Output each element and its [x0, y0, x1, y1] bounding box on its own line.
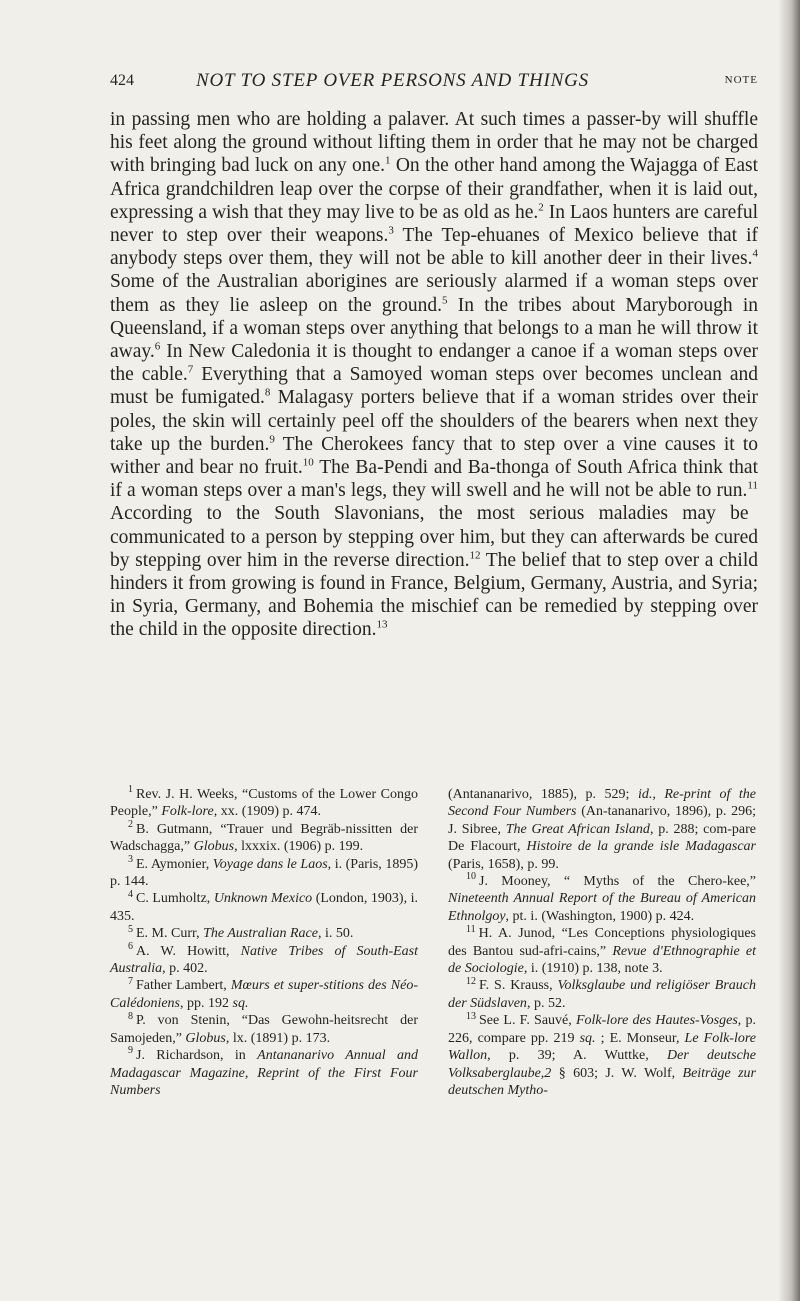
footnote-text: C. Lumholtz, [136, 891, 214, 907]
footnote-marker: 8 [264, 386, 271, 399]
footnote-title: Antananarivo Annual and Madagascar Magazine, Reprint of the First Four Numbers [110, 1048, 419, 1098]
footnote-text: § 603; J. W. Wolf, [551, 1065, 683, 1081]
running-head: NOT TO STEP OVER PERSONS AND THINGS [196, 70, 589, 91]
footnote-title: Voyage dans le Laos [212, 856, 328, 872]
body-sentence: The Cherokees fancy that to step over a vine causes it to wither and bear no fruit. [110, 433, 758, 479]
body-sentence: Some of the Australian aborigines are seriously alarmed if a woman steps over them as they lie asleep on the ground. [110, 271, 758, 316]
footnote-title: Globus [193, 839, 235, 855]
footnote-text: , i. (Paris, 1895) p. 144. [110, 856, 419, 890]
footnote-text: F. S. Krauss, [479, 978, 558, 994]
body-sentence: In New Caledonia it is thought to endanger a canoe if a woman steps over the cable. [110, 341, 758, 386]
body-sentence: The Ba-Pendi and Ba-thonga of South Africa think that if a woman steps over a man's legs, they will swell and he will not be able to run. [110, 457, 758, 502]
footnote-text: ; E. Monseur, [595, 1030, 685, 1046]
footnote-title: Nineteenth Annual Report of the Bureau of American Ethnolgoy [448, 891, 756, 924]
footnote-text: , i. (1910) p. 138, note 3. [523, 961, 663, 977]
footnote-text: A. W. Howitt, [136, 943, 241, 959]
footnote [448, 1012, 756, 1099]
footnote-marker: 5 [442, 294, 448, 307]
footnote-title: Le Folk-lore Wallon [448, 1030, 756, 1064]
footnote [448, 925, 756, 977]
footnote [110, 1047, 418, 1099]
footnote-title: Revue d'Ethnographie et de Sociologie [448, 943, 756, 977]
footnote-title: Folk-lore [161, 804, 214, 820]
page-header [110, 72, 758, 96]
body-sentence: Malagasy porters believe that if a woman strides over their poles, the skin will certainly peel off the shoulders of the bearers when next they take up the burden. [110, 387, 758, 455]
footnote-text: E. M. Curr, [136, 926, 204, 942]
footnote-number: 10 [466, 871, 476, 883]
footnote-text: E. Aymonier, [136, 856, 213, 872]
footnote-text: See L. F. Sauvé, [479, 1013, 576, 1029]
footnote-title: sq. [232, 995, 249, 1011]
footnote-title: id., Re-print of the Second Four Numbers [448, 787, 756, 820]
footnote-text: , pt. i. (Washington, 1900) p. 424. [505, 908, 695, 924]
footnote-title: Mœurs et super-stitions des Néo-Calédoniens [110, 978, 419, 1011]
footnote-text: , p. 402. [162, 961, 208, 977]
footnotes-left-column [110, 786, 418, 1099]
footnote [448, 786, 756, 873]
footnote-marker: 2 [538, 201, 544, 214]
footnote [110, 786, 418, 821]
footnote-text: H. A. Junod, “Les Conceptions physiologiques des Bantou sud-afri-cains,” [448, 926, 756, 959]
footnote-marker: 11 [747, 479, 758, 492]
footnote-number: 5 [128, 923, 133, 935]
footnote-text: Father Lambert, [136, 978, 231, 994]
footnote-title: Native Tribes of South-East Australia [110, 943, 418, 977]
body-sentence: The Tep-ehuanes of Mexico believe that if anybody steps over them, they will not be able to kill another deer in their lives. [110, 225, 758, 270]
page-number: 424 [110, 72, 134, 89]
footnote-title: sq. [579, 1030, 596, 1046]
footnote-text: (London, 1903), i. 435. [110, 891, 418, 924]
footnote-text: , pp. 192 [180, 995, 233, 1011]
footnote-number: 1 [128, 784, 133, 796]
body-sentence: In the tribes about Maryborough in Queensland, if a woman steps over anything that belongs to a man he will throw it away. [110, 294, 758, 363]
footnote-text: P. von Stenin, “Das Gewohn-heitsrecht der Samojeden,” [110, 1013, 418, 1046]
footnote-marker: 9 [269, 433, 275, 446]
footnote-text: (An-tananarivo, 1896), p. 296; J. Sibree, [448, 804, 756, 837]
footnote-title: Folk-lore des Hautes-Vosges [575, 1013, 738, 1029]
footnote-number: 13 [466, 1010, 476, 1022]
footnote-number: 11 [466, 923, 476, 935]
footnote-text: (Paris, 1658), p. 99. [448, 856, 559, 872]
footnote-text: , p. 226, compare pp. 219 [448, 1013, 756, 1046]
footnote [110, 977, 418, 1012]
footnote [448, 873, 756, 925]
footnote [110, 1012, 418, 1047]
footnotes-right-column [448, 786, 756, 1099]
body-sentence: The belief that to step over a child hinders it from growing is found in France, Belgium, Germany, Austria, and Syria; in Syria, Germany, and Bohemia the mischief can be remedied by stepping over the child in the opposite direction. [110, 549, 759, 641]
body-sentence: On the other hand among the Wajagga of East Africa grandchildren leap over the corpse of their grandfather, when it is laid out, expressing a wish that they may live to be as old as he. [110, 155, 758, 223]
binding-edge-shadow [778, 0, 800, 1301]
body-sentence: According to the South Slavonians, the most serious maladies may be communicated to a person by stepping over him, but they can afterwards be cured by stepping over him in the reverse direction. [110, 503, 758, 571]
footnote-marker: 12 [469, 549, 481, 562]
footnote-text: (Antananarivo, 1885), p. 529; [448, 787, 638, 802]
footnote-title: Beiträge zur deutschen Mytho- [448, 1065, 757, 1098]
body-sentence: In Laos hunters are careful never to step over their weapons. [110, 201, 759, 247]
footnote-text: , p. 288; com-pare De Flacourt, [448, 821, 756, 855]
footnote-text: , p. 39; A. Wuttke, [487, 1048, 667, 1064]
body-sentence: in passing men who are holding a palaver. At such times a passer-by will shuffle his feet along the ground without lifting them in order that he may not be charged with bringing bad luck on any one. [110, 109, 758, 177]
footnote-text: J. Mooney, “ Myths of the Chero-kee,” [479, 874, 756, 890]
footnote-marker: 4 [752, 247, 758, 260]
footnote-number: 4 [128, 888, 133, 900]
footnote-title: The Great African Island [505, 821, 650, 837]
footnote [110, 853, 419, 891]
running-head-note: NOTE [724, 74, 758, 86]
footnote-title: Histoire de la grande isle Madagascar [526, 839, 756, 855]
footnote-title: Globus [185, 1030, 226, 1046]
footnote-text: , i. 50. [317, 926, 354, 942]
footnote-marker: 1 [385, 154, 391, 167]
footnote-marker: 10 [302, 456, 314, 469]
footnote-text: Rev. J. H. Weeks, “Customs of the Lower Congo People,” [110, 787, 418, 820]
footnote-marker: 13 [376, 618, 388, 631]
footnote-text: B. Gutmann, “Trauer und Begräb-nissitten der Wadschagga,” [110, 821, 418, 855]
footnote-title: The Australian Race [203, 926, 318, 942]
footnote-text: , lxxxix. (1906) p. 199. [234, 839, 364, 855]
footnote-text: , xx. (1909) p. 474. [213, 804, 322, 820]
footnote-marker: 3 [388, 224, 394, 237]
body-sentence: Everything that a Samoyed woman steps over becomes unclean and must be fumigated. [110, 364, 758, 409]
footnote-number: 9 [128, 1045, 133, 1057]
footnote-number: 12 [466, 975, 476, 987]
footnote [448, 977, 756, 1012]
footnote-number: 2 [128, 819, 133, 831]
footnote-number: 7 [128, 975, 133, 987]
footnote-title: Unknown Mexico [213, 891, 313, 907]
footnote-text: J. Richardson, in [136, 1048, 258, 1064]
footnote-title: Volksglaube und religiöser Brauch der Südslaven [448, 978, 756, 1011]
footnote [110, 890, 418, 925]
footnote [110, 943, 418, 978]
footnote-marker: 7 [187, 363, 194, 376]
footnote [110, 925, 418, 942]
footnote-number: 8 [128, 1010, 133, 1022]
footnote-number: 6 [128, 941, 133, 952]
footnote-text: , lx. (1891) p. 173. [225, 1030, 331, 1046]
footnote-marker: 6 [154, 340, 161, 353]
footnote-number: 3 [128, 853, 133, 865]
body-paragraph [110, 108, 758, 642]
footnote [110, 821, 418, 856]
footnote-title: Der deutsche Volksaberglaube,2 [448, 1048, 756, 1081]
footnote-text: , p. 52. [526, 995, 566, 1011]
